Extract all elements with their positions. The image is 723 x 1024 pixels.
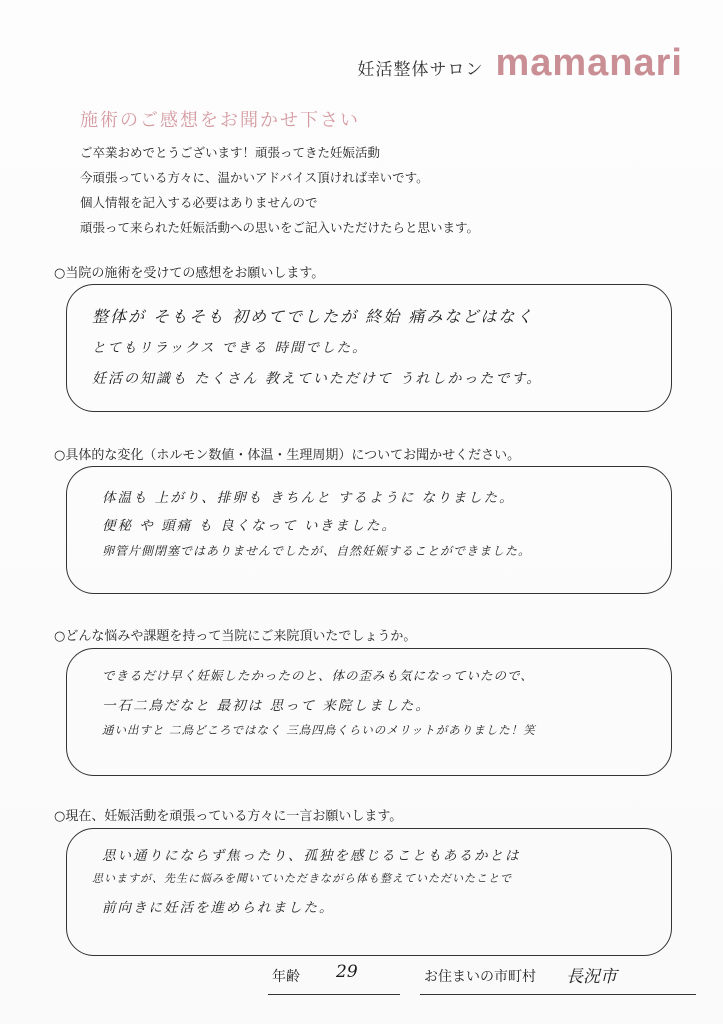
city-label: お住まいの市町村 xyxy=(424,969,536,985)
question-2-label: ○具体的な変化（ホルモン数値・体温・生理周期）についてお聞かせください。 xyxy=(54,448,521,463)
answer-4-line-3: 前向きに妊活を進められました。 xyxy=(102,900,335,916)
intro-line: 個人情報を記入する必要はありませんので xyxy=(80,195,318,210)
answer-1-line-2: とてもリラックス できる 時間でした。 xyxy=(92,340,368,356)
answer-2-line-2: 便秘 や 頭痛 も 良くなって いきました。 xyxy=(102,518,397,534)
question-4-label: ○現在、妊娠活動を頑張っている方々に一言お願いします。 xyxy=(54,809,403,824)
intro-line: ご卒業おめでとうございます！頑張ってきた妊娠活動 xyxy=(80,145,381,160)
brand-logo: mamanari xyxy=(495,42,683,84)
answer-2-line-3: 卵管片側閉塞ではありませんでしたが、自然妊娠することができました。 xyxy=(102,544,532,558)
city-value: 長況市 xyxy=(566,967,617,987)
brand-header xyxy=(357,42,683,85)
age-value: 29 xyxy=(336,962,358,982)
answer-3-line-1: できるだけ早く妊娠したかったのと、体の歪みも気になっていたので、 xyxy=(102,668,534,683)
answer-1-line-1: 整体が そもそも 初めてでしたが 終始 痛みなどはなく xyxy=(92,307,535,326)
answer-2-line-1: 体温も 上がり、排卵も きちんと するように なりました。 xyxy=(102,490,515,506)
answer-3-line-3: 通い出すと 二鳥どころではなく 三鳥四鳥くらいのメリットがありました！笑 xyxy=(102,723,536,737)
intro-line: 今頑張っている方々に、温かいアドバイス頂ければ幸いです。 xyxy=(80,170,429,185)
answer-3-line-2: 一石二鳥だなと 最初は 思って 来院しました。 xyxy=(102,698,431,714)
answer-4-line-1: 思い通りにならず焦ったり、孤独を感じることもあるかとは xyxy=(102,848,521,864)
question-1-label: ○当院の施術を受けての感想をお願いします。 xyxy=(54,266,325,281)
page-title: 施術のご感想をお聞かせ下さい xyxy=(80,110,360,131)
city-underline xyxy=(420,994,696,995)
intro-text xyxy=(80,140,479,240)
intro-line: 頑張って来られた妊娠活動への思いをご記入いただけたらと思います。 xyxy=(80,220,480,235)
age-label: 年齢 xyxy=(272,969,300,985)
answer-4-line-2: 思いますが、先生に悩みを聞いていただきながら体も整えていただいたことで xyxy=(92,872,512,885)
age-underline xyxy=(268,994,400,995)
answer-1-line-3: 妊活の知識も たくさん 教えていただけて うれしかったです。 xyxy=(92,371,543,387)
question-3-label: ○どんな悩みや課題を持って当院にご来院頂いたでしょうか。 xyxy=(54,629,417,644)
brand-subtitle: 妊活整体サロン xyxy=(357,60,484,80)
